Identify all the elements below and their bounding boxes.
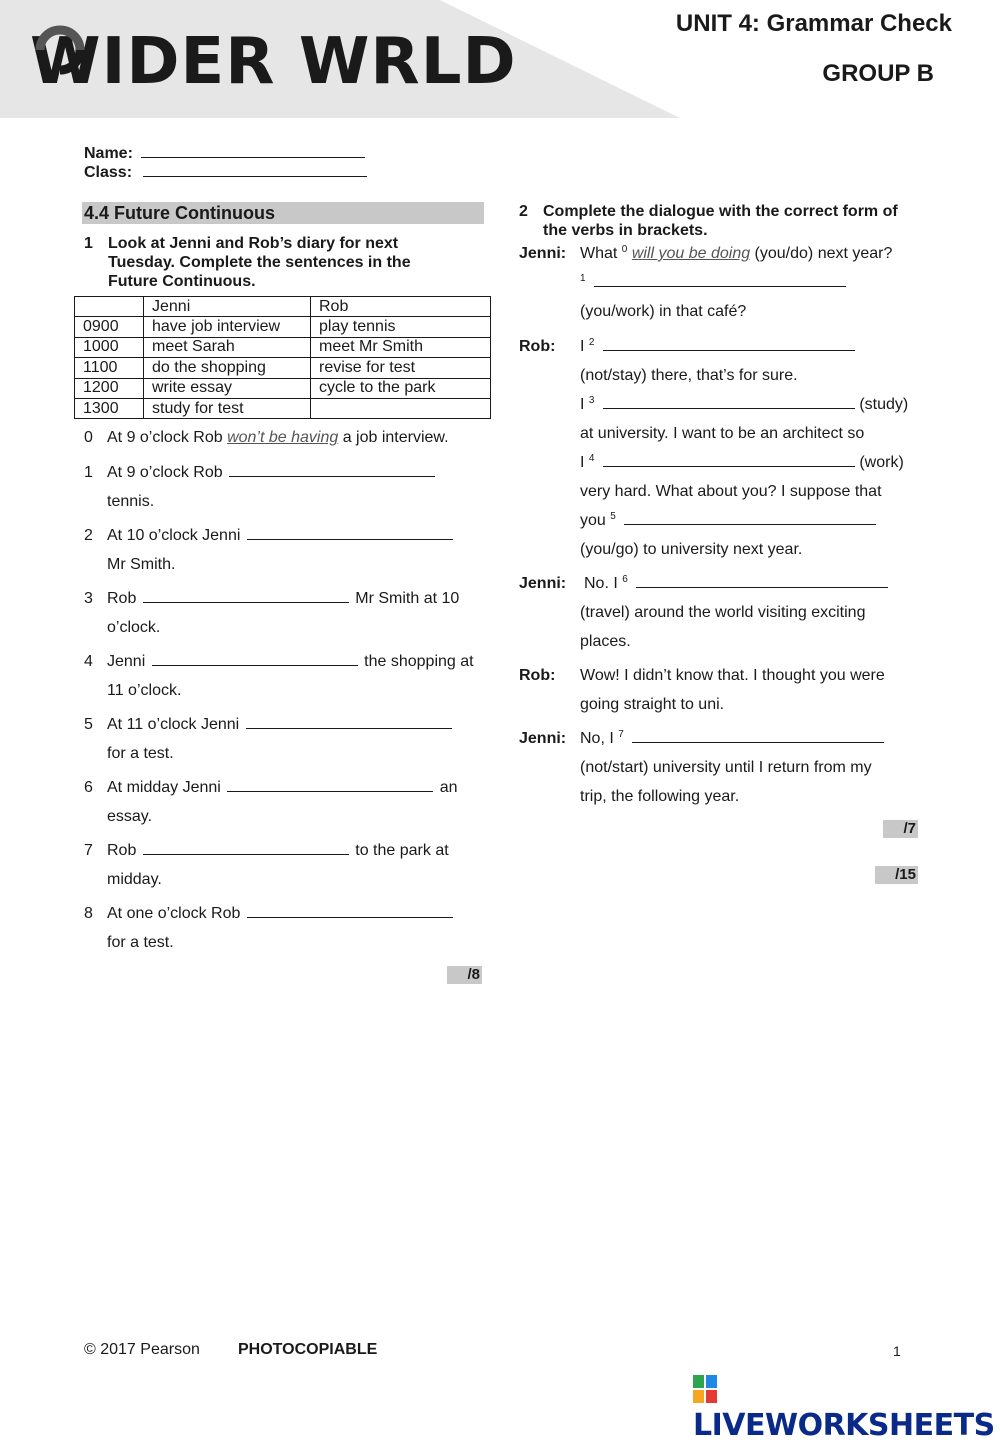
ex1-item — [84, 710, 484, 768]
logo-text-left: WIDER W — [30, 25, 371, 99]
ex1-item — [84, 584, 484, 642]
table-cell: 0900 — [75, 317, 144, 337]
dialogue-text: I — [580, 454, 589, 471]
speaker: Jenni: — [519, 245, 567, 262]
table-header: Jenni — [144, 297, 311, 317]
example-answer: will you be doing — [631, 245, 751, 262]
page-number: 1 — [893, 1343, 901, 1359]
table-cell: 1100 — [75, 358, 144, 378]
item-after: to the park at midday. — [107, 842, 449, 888]
table-cell: study for test — [144, 398, 311, 418]
table-cell: 1200 — [75, 378, 144, 398]
answer-blank[interactable] — [227, 776, 433, 792]
ex2-instruction — [519, 202, 919, 240]
table-cell: write essay — [144, 378, 311, 398]
answer-blank[interactable] — [624, 509, 876, 525]
ex1-item — [84, 521, 484, 579]
item-after: tennis. — [107, 493, 155, 510]
ex1-example — [84, 423, 484, 452]
answer-blank[interactable] — [632, 727, 884, 743]
dialogue-text: No, I — [580, 730, 619, 747]
dialogue-line — [519, 724, 919, 811]
dialogue-line — [519, 569, 919, 656]
dialogue-line — [519, 661, 919, 719]
ex1-score: /8 — [447, 966, 482, 984]
dialogue-text: (you/do) next year? — [750, 245, 893, 262]
answer-blank[interactable] — [143, 839, 349, 855]
ex1-item — [84, 458, 484, 516]
gap-number: 0 — [621, 244, 628, 255]
dialogue-text: What — [580, 245, 622, 262]
dialogue-text: trip, the following year. — [580, 788, 740, 805]
answer-blank[interactable] — [603, 451, 855, 467]
example-number: 0 — [84, 429, 93, 446]
table-cell: 1300 — [75, 398, 144, 418]
answer-blank[interactable] — [603, 335, 855, 351]
item-number: 8 — [84, 905, 93, 922]
dialogue-text: No. I — [584, 575, 623, 592]
unit-title: UNIT 4: Grammar Check — [675, 10, 952, 37]
liveworksheets-logo — [693, 1373, 1000, 1443]
table-cell: revise for test — [311, 358, 491, 378]
table-cell: meet Sarah — [144, 337, 311, 357]
answer-blank[interactable] — [247, 902, 453, 918]
table-row — [75, 337, 491, 357]
dialogue-line — [519, 239, 919, 326]
table-cell: meet Mr Smith — [311, 337, 491, 357]
item-number: 7 — [84, 842, 93, 859]
liveworksheets-text: LIVEWORKSHEETS — [693, 1408, 995, 1443]
item-after: Mr Smith. — [107, 556, 176, 573]
item-number: 3 — [84, 590, 93, 607]
gap-number: 2 — [588, 337, 595, 348]
dialogue-text: (study) — [854, 396, 909, 413]
total-score: /15 — [875, 866, 918, 884]
speaker: Rob: — [519, 338, 556, 355]
group-title: GROUP B — [822, 60, 934, 87]
gap-number: 4 — [588, 453, 595, 464]
item-after: for a test. — [107, 934, 174, 951]
answer-blank[interactable] — [143, 587, 349, 603]
table-cell: play tennis — [311, 317, 491, 337]
class-line[interactable] — [143, 163, 367, 177]
answer-blank[interactable] — [229, 461, 435, 477]
dialogue-text: at university. I want to be an architect so — [580, 425, 865, 442]
ex1-item — [84, 836, 484, 894]
gap-number: 3 — [588, 395, 595, 406]
item-before: Rob — [107, 842, 137, 859]
ex1-instruction-text: Look at Jenni and Rob’s diary for next Tuesday. Complete the sentences in the Future Continuous. — [108, 235, 411, 290]
table-header — [75, 297, 144, 317]
item-after: for a test. — [107, 745, 174, 762]
speaker: Rob: — [519, 667, 556, 684]
dialogue-text: you — [580, 512, 611, 529]
item-after: an essay. — [107, 779, 458, 825]
ex1-number: 1 — [84, 235, 93, 252]
item-number: 1 — [84, 464, 93, 481]
dialogue-text: very hard. What about you? I suppose that — [580, 483, 882, 500]
header-band — [0, 0, 1000, 120]
item-before: At 11 o’clock Jenni — [107, 716, 240, 733]
answer-blank[interactable] — [603, 393, 855, 409]
table-row — [75, 317, 491, 337]
table-cell: 1000 — [75, 337, 144, 357]
example-after: a job interview. — [338, 429, 449, 446]
gap-number: 1 — [580, 273, 586, 284]
answer-blank[interactable] — [594, 271, 846, 287]
name-field[interactable] — [84, 144, 365, 163]
answer-blank[interactable] — [152, 650, 358, 666]
gap-number: 6 — [622, 574, 628, 585]
name-label: Name: — [84, 145, 133, 162]
section-title: 4.4 Future Continuous — [82, 202, 484, 224]
speaker: Jenni: — [519, 730, 567, 747]
item-number: 2 — [84, 527, 93, 544]
wider-world-logo — [30, 20, 517, 104]
item-number: 5 — [84, 716, 93, 733]
dialogue-text: Wow! I didn’t know that. I thought you were — [580, 667, 885, 684]
example-before: At 9 o’clock Rob — [107, 429, 228, 446]
name-line[interactable] — [141, 144, 365, 158]
ex2-number: 2 — [519, 203, 528, 220]
item-before: At 9 o’clock Rob — [107, 464, 223, 481]
class-field[interactable] — [84, 163, 367, 182]
table-row — [75, 378, 491, 398]
ex1-item — [84, 773, 484, 831]
dialogue-text: I — [580, 338, 589, 355]
table-row — [75, 398, 491, 418]
item-before: At midday Jenni — [107, 779, 221, 796]
dialogue-text: (not/start) university until I return from my — [580, 759, 872, 776]
ex1-instruction — [84, 234, 454, 291]
example-answer: won’t be having — [227, 429, 339, 446]
item-before: At one o’clock Rob — [107, 905, 241, 922]
dialogue-text: (you/work) in that café? — [580, 303, 747, 320]
answer-blank[interactable] — [246, 713, 452, 729]
item-before: Jenni — [107, 653, 146, 670]
table-cell: do the shopping — [144, 358, 311, 378]
item-number: 4 — [84, 653, 93, 670]
ex2-instruction-text: Complete the dialogue with the correct form of the verbs in brackets. — [543, 203, 898, 239]
dialogue-text: (travel) around the world visiting exciting — [580, 604, 866, 621]
gap-number: 7 — [618, 729, 624, 740]
dialogue-text: (you/go) to university next year. — [580, 541, 803, 558]
table-header-row — [75, 297, 491, 317]
logo-text-right: RLD — [370, 25, 517, 99]
answer-blank[interactable] — [247, 524, 453, 540]
liveworksheets-mark-icon — [693, 1375, 717, 1403]
ex1-item — [84, 647, 484, 705]
dialogue-text: (work) — [854, 454, 904, 471]
dialogue-text: (not/stay) there, that’s for sure. — [580, 367, 798, 384]
class-label: Class: — [84, 164, 133, 181]
table-header: Rob — [311, 297, 491, 317]
ex1-item — [84, 899, 484, 957]
gap-number: 5 — [610, 511, 616, 522]
speaker: Jenni: — [519, 575, 567, 592]
logo-o-icon — [32, 20, 88, 76]
copyright: © 2017 Pearson — [84, 1341, 200, 1358]
answer-blank[interactable] — [636, 572, 888, 588]
dialogue-line — [519, 332, 919, 564]
item-before: Rob — [107, 590, 137, 607]
dialogue-text: I — [580, 396, 589, 413]
table-cell: have job interview — [144, 317, 311, 337]
item-after: the shopping at 11 o’clock. — [107, 653, 474, 699]
ex2-score: /7 — [883, 820, 918, 838]
diary-table — [74, 296, 491, 419]
item-before: At 10 o’clock Jenni — [107, 527, 241, 544]
item-number: 6 — [84, 779, 93, 796]
table-cell: cycle to the park — [311, 378, 491, 398]
table-row — [75, 358, 491, 378]
dialogue-text: places. — [580, 633, 631, 650]
table-cell — [311, 398, 491, 418]
item-after: Mr Smith at 10 o’clock. — [107, 590, 460, 636]
photocopiable-label: PHOTOCOPIABLE — [238, 1341, 378, 1358]
dialogue-text: going straight to uni. — [580, 696, 725, 713]
